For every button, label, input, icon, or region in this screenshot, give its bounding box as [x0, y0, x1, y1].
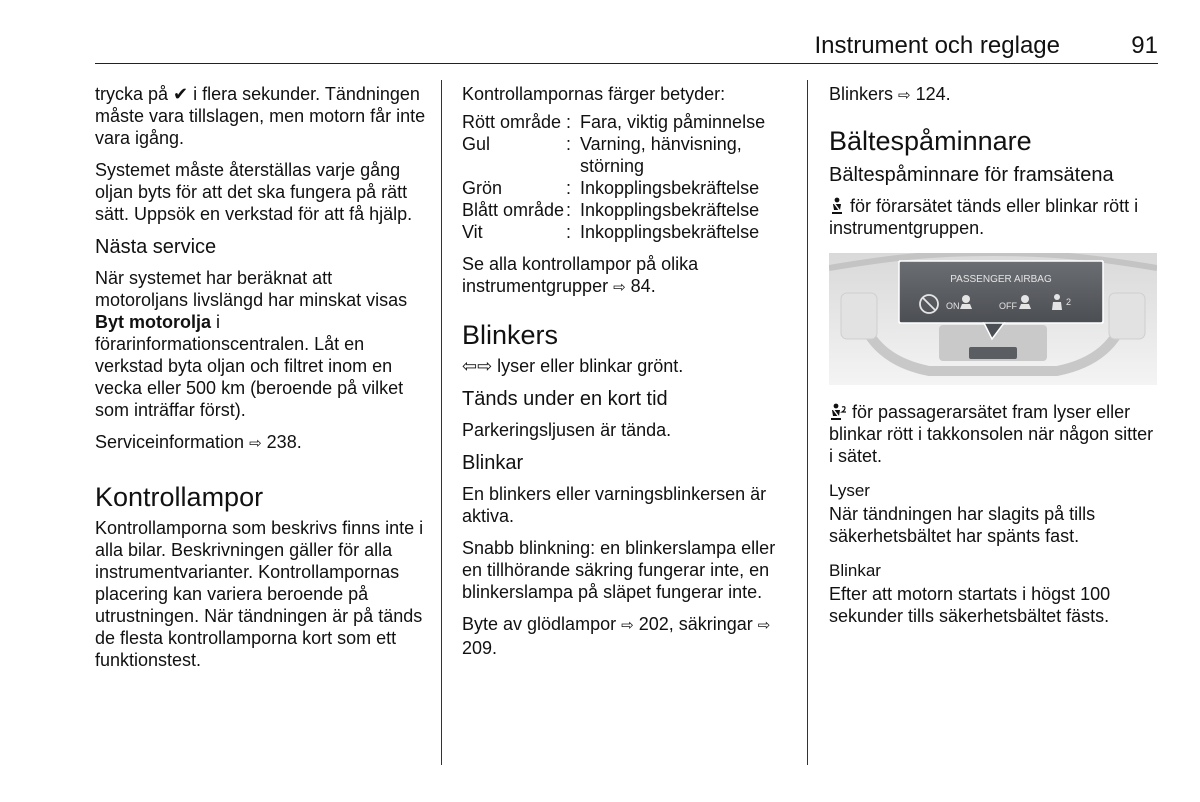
blinkers-ref-text: Blinkers — [829, 84, 899, 104]
color-meaning-table — [462, 111, 794, 243]
passenger-seatbelt-paragraph — [829, 401, 1158, 467]
reset-instruction-paragraph: trycka på ✔ i flera sekunder. Tändningen måste vara tillslagen, men motorn får inte vara igång. — [95, 84, 426, 148]
color-meaning: Fara, viktig påminnelse — [580, 112, 766, 132]
column-divider-1 — [441, 80, 442, 765]
page-reference-icon: ⇨ — [898, 87, 911, 104]
kontrollampor-paragraph: Kontrollamporna som beskrivs finns inte i alla bilar. Beskrivningen gäller för alla instrumentvarianter. Kontrollampornas placering kan variera beroende på utrustningen. När tändningen är på tänds de flesta kontrollamporna kort som ett funktionstest. — [95, 518, 424, 670]
color-meaning: Varning, hänvisning, störning — [580, 134, 742, 176]
blinkers-text: lyser eller blinkar grönt. — [492, 356, 684, 376]
next-service-text-a: När systemet har beräknat att motoroljans livslängd har minskat visas — [95, 268, 408, 310]
color-name: Vit — [462, 222, 483, 242]
table-row — [462, 221, 794, 243]
passenger-airbag-label: PASSENGER AIRBAG — [950, 274, 1052, 285]
service-info-reference — [95, 431, 427, 455]
bulb-replacement-text: Byte av glödlampor — [462, 614, 622, 634]
separator: : — [566, 112, 572, 132]
fuses-page-link[interactable]: 209. — [462, 638, 498, 658]
separator: : — [566, 178, 572, 198]
passenger-seatbelt-warning-icon — [829, 402, 847, 422]
blinkers-reference — [829, 83, 1158, 107]
reset-requirement-paragraph: Systemet måste återställas varje gång oljan byts för att det ska fungera på rätt sätt. Uppsök en verkstad för att få hjälp. — [95, 160, 413, 224]
airbag-off-label: OFF — [999, 301, 1017, 311]
airbag-on-label: ON — [946, 301, 960, 311]
overhead-console-illustration — [829, 253, 1157, 385]
column-divider-2 — [807, 80, 808, 765]
section-heading-kontrollampor: Kontrollampor — [95, 482, 264, 512]
passenger-seatbelt-text: för passagerarsätet fram lyser eller blinkar rött i takkonsolen när någon sitter i sätet. — [829, 402, 1154, 466]
airbag-on-icon — [962, 295, 970, 303]
service-info-text: Serviceinformation — [95, 432, 250, 452]
section-heading-seatbelt-reminder: Bältespåminnare — [829, 126, 1032, 156]
seatbelt-warning-icon — [829, 196, 845, 216]
next-service-paragraph — [95, 267, 427, 421]
color-name: Rött område — [462, 112, 562, 132]
color-meaning: Inkopplingsbekräftelse — [580, 178, 760, 198]
passenger-seatbelt-icon — [1054, 294, 1060, 300]
next-service-text-b: i förarinformationscentralen. Låt en verkstad byta oljan och filtret inom en vecka eller 500 km (beroende på vilket som inträffar först). — [95, 312, 404, 420]
overhead-console-figure — [829, 253, 1157, 385]
column-2 — [462, 83, 794, 669]
subheading-lyser: Lyser — [829, 481, 870, 500]
blinkar-belt-paragraph: Efter att motorn startats i högst 100 sekunder tills säkerhetsbältet fästs. — [829, 584, 1111, 626]
subheading-blinkar-belt: Blinkar — [829, 561, 881, 580]
separator: : — [566, 200, 572, 220]
separator: : — [566, 134, 572, 154]
subheading-front-seats: Bältespåminnare för framsätena — [829, 164, 1114, 186]
blinkers-page-link[interactable]: 124. — [915, 84, 951, 104]
color-meaning: Inkopplingsbekräftelse — [580, 200, 760, 220]
page-reference-icon: ⇨ — [613, 279, 626, 296]
column-3 — [829, 83, 1158, 637]
colors-intro: Kontrollampornas färger betyder: — [462, 84, 726, 104]
subheading-blinkar: Blinkar — [462, 452, 524, 474]
parking-lights-paragraph: Parkeringsljusen är tända. — [462, 420, 672, 440]
page-reference-icon: ⇨ — [249, 435, 262, 452]
page-number: 91 — [1131, 32, 1158, 59]
blinkers-paragraph — [462, 355, 794, 377]
turn-signal-icon: ⇦⇨ — [462, 356, 493, 376]
color-name: Blått område — [462, 200, 565, 220]
table-row — [462, 199, 794, 221]
active-blinkers-paragraph: En blinkers eller varningsblinkersen är aktiva. — [462, 484, 767, 526]
passenger-seat-number: 2 — [1066, 297, 1072, 307]
page-reference-icon: ⇨ — [757, 617, 771, 634]
subheading-short-time: Tänds under en kort tid — [462, 388, 668, 410]
section-heading-blinkers: Blinkers — [462, 320, 559, 350]
header-divider — [95, 63, 1158, 64]
fast-blinking-paragraph: Snabb blinkning: en blinkerslampa eller en tillhörande säkring fungerar inte, en blinkerslampa på släpet fungerar inte. — [462, 538, 776, 602]
table-row — [462, 133, 794, 177]
bulb-replacement-paragraph — [462, 613, 794, 659]
running-header-title: Instrument och reglage — [814, 32, 1060, 59]
page-reference-icon: ⇨ — [621, 617, 634, 634]
separator: : — [566, 222, 572, 242]
see-all-lamps-paragraph — [462, 253, 794, 299]
color-name: Gul — [462, 134, 491, 154]
color-name: Grön — [462, 178, 503, 198]
lyser-paragraph: När tändningen har slagits på tills säkerhetsbältet har spänts fast. — [829, 504, 1096, 546]
change-oil-message: Byt motorolja — [95, 312, 212, 332]
passenger-airbag-off-icon — [1021, 295, 1029, 303]
table-row — [462, 111, 794, 133]
see-all-lamps-text: Se alla kontrollampor på olika instrumentgrupper — [462, 254, 699, 296]
service-info-page-link[interactable]: 238. — [266, 432, 302, 452]
lamps-page-link[interactable]: 84. — [630, 276, 656, 296]
table-row — [462, 177, 794, 199]
column-1 — [95, 83, 427, 681]
bulbs-page-link[interactable]: 202, säkringar — [638, 614, 758, 634]
driver-seatbelt-paragraph — [829, 195, 1158, 239]
driver-seatbelt-text: för förarsätet tänds eller blinkar rött i instrumentgruppen. — [829, 196, 1139, 238]
section-heading-next-service: Nästa service — [95, 236, 217, 258]
color-meaning: Inkopplingsbekräftelse — [580, 222, 760, 242]
